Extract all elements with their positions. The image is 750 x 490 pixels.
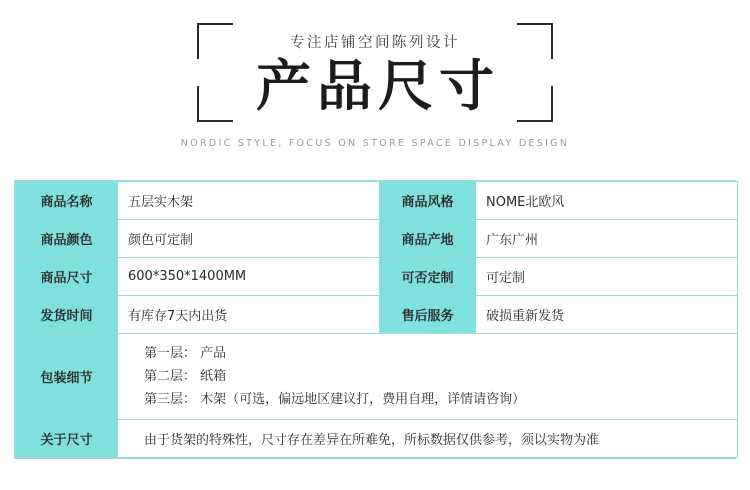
header-subtitle-cn: 专注店铺空间陈列设计	[290, 35, 460, 52]
bracket-top-right-icon	[517, 23, 553, 59]
spec-value-about-size: 由于货架的特殊性，尺寸存在差异在所难免，所标数据仅供参考，须以实物为准	[118, 420, 738, 458]
page-title: 产品尺寸	[255, 54, 500, 119]
bracket-bottom-left-icon	[197, 86, 233, 122]
spec-label-shipping-time: 发货时间	[16, 296, 118, 334]
spec-value-customizable: 可定制	[476, 258, 738, 296]
spec-value-packaging	[118, 334, 738, 420]
table-row-packaging	[16, 334, 738, 420]
spec-label-customizable: 可否定制	[380, 258, 476, 296]
table-row	[16, 182, 738, 220]
header-frame	[205, 23, 545, 122]
spec-value-after-sales: 破损重新发货	[476, 296, 738, 334]
table-row	[16, 220, 738, 258]
page-header	[0, 0, 750, 172]
spec-label-product-style: 商品风格	[380, 182, 476, 220]
spec-value-product-style: NOME北欧风	[476, 182, 738, 220]
table-row-about-size	[16, 420, 738, 458]
table-row	[16, 258, 738, 296]
spec-table-wrapper	[14, 180, 736, 459]
spec-value-shipping-time: 有库存7天内出货	[118, 296, 380, 334]
bracket-bottom-right-icon	[517, 86, 553, 122]
bracket-top-left-icon	[197, 23, 233, 59]
header-subtitle-en: NORDIC STYLE, FOCUS ON STORE SPACE DISPLAY DESIGN	[180, 137, 570, 149]
packaging-line-1: 第一层： 产品	[144, 346, 227, 361]
spec-label-about-size: 关于尺寸	[16, 420, 118, 458]
packaging-line-2: 第二层： 纸箱	[144, 369, 227, 384]
spec-value-product-size: 600*350*1400MM	[118, 258, 380, 296]
table-row	[16, 296, 738, 334]
packaging-line-3: 第三层： 木架（可选，偏远地区建议打，费用自理，详情请咨询）	[144, 392, 526, 407]
spec-label-product-origin: 商品产地	[380, 220, 476, 258]
spec-table	[15, 181, 738, 458]
spec-label-packaging: 包装细节	[16, 334, 118, 420]
spec-label-product-size: 商品尺寸	[16, 258, 118, 296]
spec-label-product-name: 商品名称	[16, 182, 118, 220]
spec-value-product-origin: 广东广州	[476, 220, 738, 258]
spec-label-after-sales: 售后服务	[380, 296, 476, 334]
spec-label-product-color: 商品颜色	[16, 220, 118, 258]
spec-value-product-name: 五层实木架	[118, 182, 380, 220]
spec-value-product-color: 颜色可定制	[118, 220, 380, 258]
